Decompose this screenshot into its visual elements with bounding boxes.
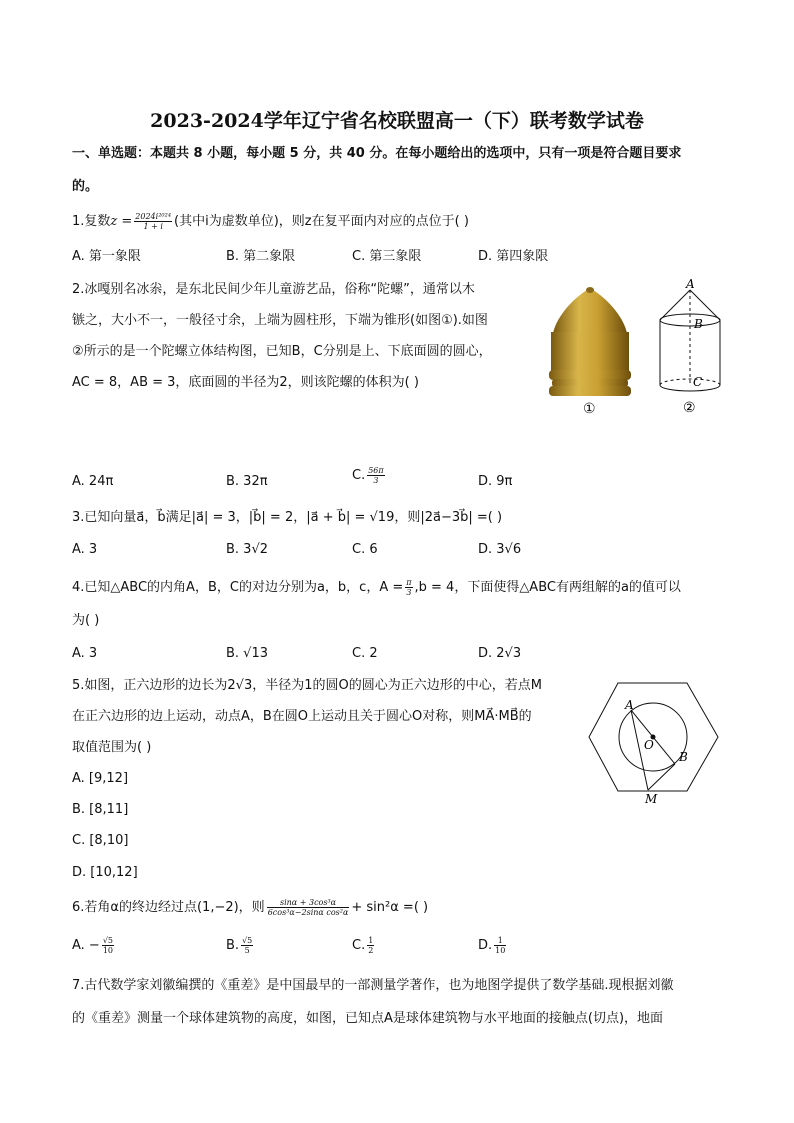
q6-stem-suffix: + sin²α =( ) — [351, 900, 429, 915]
q3-option-d[interactable]: D. 3√6 — [478, 542, 522, 557]
q2-option-d[interactable]: D. 9π — [478, 474, 513, 489]
q4-stem-prefix: 4.已知△ABC的内角A，B，C的对边分别为a，b，c，A = — [72, 580, 404, 595]
top-ring-2 — [552, 379, 628, 387]
q2-line-1: 2.冰嘎别名冰尜，是东北民间少年儿童游艺品，俗称“陀螺”，通常以木 — [72, 282, 475, 297]
q6-option-a[interactable] — [72, 936, 116, 955]
q1-stem-suffix: (其中i为虚数单位)，则z在复平面内对应的点位于( ) — [174, 214, 469, 229]
q6-frac-num: sinα + 3cos³α — [267, 898, 350, 908]
top-cap — [553, 288, 627, 334]
q1-option-c[interactable]: C. 第三象限 — [352, 249, 422, 264]
q6-option-a-fraction — [102, 936, 114, 955]
q6-option-c-num: 1 — [368, 936, 374, 945]
q2-option-b[interactable]: B. 32π — [226, 474, 268, 489]
q6-option-a-den: 10 — [102, 946, 114, 955]
q6-option-b-fraction — [241, 936, 253, 955]
q4-option-a[interactable]: A. 3 — [72, 646, 98, 661]
q1-option-d[interactable]: D. 第四象限 — [478, 249, 549, 264]
q2-line-2: 镞之，大小不一，一般径寸余，上端为圆柱形，下端为锥形(如图①).如图 — [72, 313, 488, 328]
point-b: B — [694, 317, 703, 331]
q6-frac-den: 6cos³α−2sinα cos²α — [267, 908, 349, 917]
q6-option-d-fraction — [494, 936, 506, 955]
q1-option-a[interactable]: A. 第一象限 — [72, 249, 141, 264]
q4-option-d[interactable]: D. 2√3 — [478, 646, 522, 661]
q6-option-d-prefix: D. — [478, 938, 493, 953]
top-tip — [586, 287, 594, 293]
q2-fig1-label: ① — [583, 401, 596, 417]
q5-line-3: 取值范围为( ) — [72, 740, 152, 755]
section-header: 一、单选题：本题共 8 小题，每小题 5 分，共 40 分。在每小题给出的选项中，只有一项是符合题目要求 — [72, 146, 682, 161]
q1-option-b[interactable]: B. 第二象限 — [226, 249, 296, 264]
q3-option-c[interactable]: C. 6 — [352, 542, 378, 557]
exam-title: 2023-2024学年辽宁省名校联盟高一（下）联考数学试卷 — [150, 110, 644, 132]
q7-line-2: 的《重差》测量一个球体建筑物的高度，如图，已知点A是球体建筑物与水平地面的接触点(切点)，地面 — [72, 1011, 664, 1026]
q1-stem — [72, 212, 469, 231]
q6-option-c-den: 2 — [368, 946, 374, 955]
section-header-cont: 的。 — [72, 179, 99, 194]
q2-option-c-prefix: C. — [352, 468, 366, 483]
point-a: A — [625, 698, 634, 712]
point-m: M — [645, 792, 658, 806]
q6-option-b[interactable] — [226, 936, 255, 955]
q6-option-d[interactable] — [478, 936, 508, 955]
q2-option-c[interactable] — [352, 466, 387, 485]
point-o: O — [644, 738, 654, 752]
q1-fraction — [134, 212, 172, 231]
q6-stem — [72, 898, 428, 917]
q6-option-a-prefix: A. − — [72, 938, 100, 953]
top-body — [551, 332, 629, 372]
q3-option-b[interactable]: B. 3√2 — [226, 542, 269, 557]
q2-figure-1 — [545, 282, 635, 422]
q3-option-a[interactable]: A. 3 — [72, 542, 98, 557]
q4-stem-suffix: ,b = 4，下面使得△ABC有两组解的a的值可以 — [414, 580, 681, 595]
q5-option-a[interactable]: A. [9,12] — [72, 771, 129, 786]
q6-option-b-den: 5 — [244, 946, 250, 955]
q5-option-d[interactable]: D. [10,12] — [72, 865, 138, 880]
q6-option-b-prefix: B. — [226, 938, 240, 953]
q2-option-c-num: 56π — [368, 466, 384, 475]
q2-option-a[interactable]: A. 24π — [72, 474, 114, 489]
segment-mb — [648, 764, 675, 790]
q6-option-c[interactable] — [352, 936, 376, 955]
q4-option-c[interactable]: C. 2 — [352, 646, 378, 661]
q6-fraction — [267, 898, 350, 917]
q2-line-4: AC = 8，AB = 3，底面圆的半径为2，则该陀螺的体积为( ) — [72, 375, 419, 390]
q4-line-2: 为( ) — [72, 613, 100, 628]
q6-option-c-fraction — [367, 936, 374, 955]
point-c: C — [693, 375, 703, 389]
q6-option-d-num: 1 — [494, 936, 506, 946]
q5-figure — [585, 675, 730, 810]
q6-option-c-prefix: C. — [352, 938, 366, 953]
point-b: B — [679, 750, 688, 764]
top-ring-3 — [549, 386, 631, 396]
q1-expr: z = — [110, 214, 133, 229]
q1-frac-den: 1 + i — [143, 222, 163, 231]
q2-option-c-fraction — [367, 466, 384, 485]
q1-frac-num: 2024i²⁰²⁴ — [135, 212, 172, 221]
q6-option-d-den: 10 — [495, 946, 506, 955]
q4-option-b[interactable]: B. √13 — [226, 646, 269, 661]
q2-fig2-label: ② — [683, 400, 696, 416]
q1-stem-prefix: 1.复数 — [72, 214, 111, 229]
q4-fraction — [405, 578, 412, 597]
q6-option-b-num: √5 — [242, 936, 253, 945]
q6-stem-prefix: 6.若角α的终边经过点(1,−2)，则 — [72, 900, 265, 915]
q5-option-c[interactable]: C. [8,10] — [72, 833, 129, 848]
q4-stem — [72, 578, 681, 597]
q2-option-c-den: 3 — [373, 476, 379, 485]
q4-frac-den: 3 — [406, 588, 412, 597]
q7-line-1: 7.古代数学家刘徽编撰的《重差》是中国最早的一部测量学著作，也为地图学提供了数学基础.现根据刘徽 — [72, 978, 674, 993]
q6-option-a-num: √5 — [102, 936, 114, 945]
q4-frac-num: π — [406, 578, 412, 587]
q3-stem: 3.已知向量a⃗，b⃗满足|a⃗| = 3，|b⃗| = 2，|a⃗ + b⃗| = √19，则|2a⃗−3b⃗| =( ) — [72, 510, 503, 525]
top-ring-1 — [549, 370, 631, 380]
point-a: A — [686, 278, 695, 291]
q5-line-2: 在正六边形的边上运动，动点A，B在圆O上运动且关于圆心O对称，则MA⃗·MB⃗的 — [72, 709, 532, 724]
q5-option-b[interactable]: B. [8,11] — [72, 802, 129, 817]
q2-figure-2 — [650, 278, 735, 423]
q5-line-1: 5.如图，正六边形的边长为2√3，半径为1的圆O的圆心为正六边形的中心，若点M — [72, 678, 542, 693]
q2-line-3: ②所示的是一个陀螺立体结构图，已知B，C分别是上、下底面圆的圆心， — [72, 344, 492, 359]
